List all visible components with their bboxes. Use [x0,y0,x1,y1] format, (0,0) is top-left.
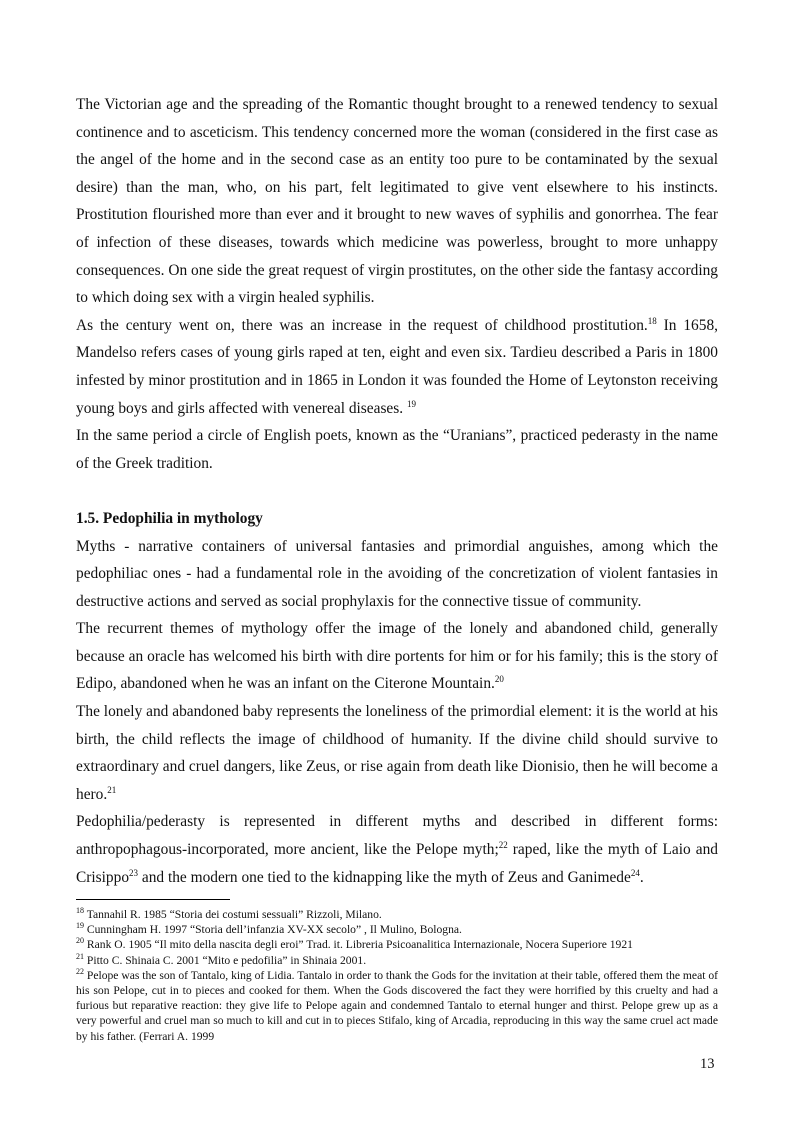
footnote-separator [76,899,230,900]
footnote-ref-24[interactable]: 24 [630,867,640,878]
paragraph-recurrent-themes: The recurrent themes of mythology offer the image of the lonely and abandoned child, generally because an oracle has welcomed his birth with dire portents for him or for his family; this is the story of Edipo, abandoned when he was an infant on the Citerone Mountain.$^{20}$ [76,620,718,693]
main-text [76,91,718,891]
section-heading: 1.5. Pedophilia in mythology [76,509,263,527]
footnote: $^{18}$ Tannahil R. 1985 “Storia dei costumi sessuali” Rizzoli, Milano. [76,906,382,921]
footnote: $^{21}$ Pitto C. Shinaia C. 2001 “Mito e pedofilia” in Shinaia 2001. [76,951,367,967]
footnote: $^{19}$ Cunningham H. 1997 “Storia dell’infanzia XV-XX secolo” , Il Mulino, Bologna. [76,921,462,937]
paragraph-myths: Myths - narrative containers of universal fantasies and primordial anguishes, among which the pedophiliac ones - had a fundamental role in the avoiding of the concretization of violent fantasies in destructive actions and served as social prophylaxis for the connective tissue of community. [76,537,718,610]
footnote: $^{22}$ Pelope was the son of Tantalo, king of Lidia. Tantalo in order to thank the Gods for the invitation at their table, offered them the meat of his son Pelope, cut in to pieces and cooked for them. When the Gods discovered the fact they were horrified by this cruelty and had a furious but reparative reaction: they give life to Pelope again and condemned Tantalo to eternal hunger and thirst. Pelope grew up as a very powerful and cruel man so much to kill and cut in to pieces Stifalo, king of Arcadia, reproducing in this way the same cruel act made by his father. (Ferrari A. 1999 [76,966,718,1043]
footnote-ref-23[interactable]: 23 [129,867,139,878]
paragraph-uranians: In the same period a circle of English poets, known as the “Uranians”, practiced pederasty in the name of the Greek tradition. [76,427,718,472]
paragraph-abandoned-baby: The lonely and abandoned baby represents the loneliness of the primordial element: it is the world at his birth, the child reflects the image of childhood of humanity. If the divine child should survive to extraordinary and cruel dangers, like Zeus, or rise again from death like Dionisio, then he will become a hero.$^{21}$ [76,703,718,803]
footnotes [76,907,718,1044]
footnote: $^{20}$ Rank O. 1905 “Il mito della nascita degli eroi” Trad. it. Libreria Psicoanalitica Internazionale, Nocera Superiore 1921 [76,936,633,952]
paragraph-victorian-age: The Victorian age and the spreading of the Romantic thought brought to a renewed tendency to sexual continence and to asceticism. This tendency concerned more the woman (considered in the first case as the angel of the home and in the second case as an entity too pure to be contaminated by the sexual desire) than the man, who, on his part, felt legitimated to give vent elsewhere to his instincts. Prostitution flourished more than ever and it brought to new waves of syphilis and gonorrhea. The fear of infection of these diseases, towards which medicine was powerless, brought to more unhappy consequences. On one side the great request of virgin prostitutes, on the other side the fantasy according to which doing sex with a virgin healed syphilis. [76,96,718,307]
paragraph-childhood-prostitution: As the century went on, there was an increase in the request of childhood prostitution.$^{18}$ In 1658, Mandelso refers cases of young girls raped at ten, eight and even six. Tardieu described a Paris in 1800 infested by minor prostitution and in 1865 in London it was founded the Home of Leytonston receiving young boys and girls affected with venereal diseases. $^{19}$ [76,315,718,417]
footnote-ref-18[interactable]: 18 [647,315,657,326]
footnote-ref-21[interactable]: 21 [107,784,117,795]
page-number: 13 [700,1056,715,1072]
footnote-ref-20[interactable]: 20 [494,674,504,685]
paragraph-pederasty-forms: Pedophilia/pederasty is represented in different myths and described in different forms: anthropophagous-incorporated, more ancient, like the Pelope myth;$^{22}$ raped, like the myth of Laio and Crisippo$^{23}$ and the modern one tied to the kidnapping like the myth of Zeus and Ganimede$^{24}$. [76,813,718,886]
footnote-ref-19[interactable]: 19 [406,398,416,409]
footnote-ref-22[interactable]: 22 [498,839,508,850]
